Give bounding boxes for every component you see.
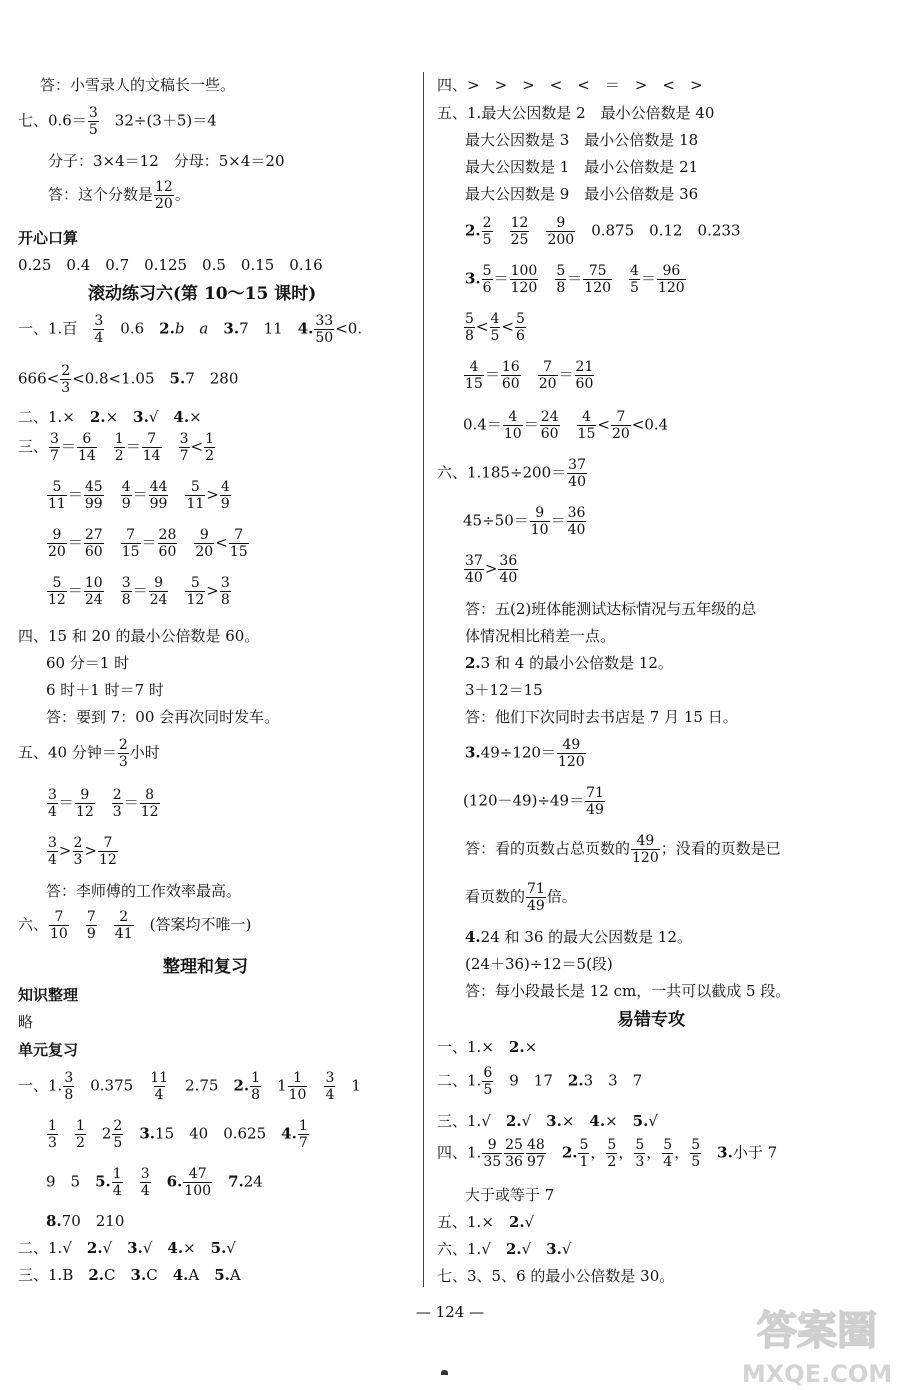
fraction-comparison: $\frac{37}{40}$ > $\frac{36}{40}$ (465, 553, 518, 586)
watermark-url: MXQE.COM (742, 1360, 892, 1388)
section-title: 整理和复习 (163, 957, 248, 977)
answer-line: 最大公因数是 3 最小公倍数是 18 (465, 131, 699, 149)
answer-line: 最大公因数是 9 最小公倍数是 36 (465, 185, 699, 203)
answer-line: 答：李师傅的工作效率最高。 (46, 882, 242, 900)
fraction-comparison: 三、 $\frac{3}{7}$ ＝ $\frac{6}{14}$ $\frac{1}{2}$ ＝ $\frac{7}{14}$ $\frac{3}{7}$ < $\frac{1}{2}$ (18, 431, 214, 464)
answer-line: 3＋12＝15 (465, 681, 543, 699)
answer-line: 二、1.× 2.× 3.√ 4.× (18, 408, 202, 426)
mental-math-answers: 0.25 0.4 0.7 0.125 0.5 0.15 0.16 (18, 256, 323, 274)
fraction-comparison: $\frac{5}{12}$ ＝ $\frac{10}{24}$ $\frac{3}{8}$ ＝ $\frac{9}{24}$ $\frac{5}{12}$ > $\frac{3}{8}$ (48, 575, 230, 608)
section-title: 易错专攻 (617, 1010, 685, 1030)
answer-line: 答：小雪录人的文稿长一些。 (40, 76, 236, 94)
fraction: $\frac{3}{5}$ (88, 105, 98, 138)
answer-line: $\frac{1}{3}$ $\frac{1}{2}$ 2 $\frac{2}{5}$ 3.15 40 0.625 4. $\frac{1}{7}$ (48, 1118, 308, 1151)
answer-line: 答：他们下次同时去书店是 7 月 15 日。 (465, 708, 738, 726)
fraction-comparison: $\frac{9}{20}$ ＝ $\frac{27}{60}$ $\frac{7}{15}$ ＝ $\frac{28}{60}$ $\frac{9}{20}$ < $\frac{7}{15}$ (48, 527, 248, 560)
answer-line: 三、1.√ 2.√ 3.× 4.× 5.√ (437, 1112, 658, 1130)
answer-line: 最大公因数是 1 最小公倍数是 21 (465, 158, 699, 176)
answer-line: 大于或等于 7 (465, 1186, 555, 1204)
answer-line: 答：这个分数是 $\frac{12}{20}$ 。 (48, 179, 190, 212)
answer-line: 一、1. $\frac{3}{8}$ 0.375 $\frac{11}{4}$ 2.75 2. $\frac{1}{8}$ 1 $\frac{1}{10}$ $\frac{3}{4}$ 1 (18, 1070, 361, 1103)
answer-line: (120－49)÷49＝ $\frac{71}{49}$ (463, 785, 604, 818)
problem-seven: 七、0.6＝ $\frac{3}{5}$ 32÷(3＋5)＝4 (18, 105, 217, 138)
section-heading: 单元复习 (18, 1041, 79, 1059)
answer-line: 五、1.× 2.√ (437, 1213, 535, 1231)
answer-line: (24＋36)÷12＝5(段) (465, 955, 613, 973)
answer-line: 四、15 和 20 的最小公倍数是 60。 (18, 627, 260, 645)
answer-line: 二、1. $\frac{6}{5}$ 9 17 2.3 3 7 (437, 1065, 643, 1098)
answer-line: 七、3、5、6 的最小公倍数是 30。 (437, 1267, 675, 1285)
fraction-comparison: 0.4＝ $\frac{4}{10}$ ＝ $\frac{24}{60}$ $\frac{4}{15}$ < $\frac{7}{20}$ <0.4 (463, 409, 669, 442)
answer-line: 2.3 和 4 的最小公倍数是 12。 (465, 654, 673, 672)
fraction-comparison: $\frac{4}{15}$ ＝ $\frac{16}{60}$ $\frac{7}{20}$ ＝ $\frac{21}{60}$ (465, 359, 594, 392)
answer-line: 3.49÷120＝ $\frac{49}{120}$ (465, 737, 585, 770)
fraction-comparison: $\frac{5}{8}$ < $\frac{4}{5}$ < $\frac{5}{6}$ (465, 311, 525, 344)
section-heading: 知识整理 (18, 986, 79, 1004)
answer-line: 四、1. $\frac{9}{35}$ $\frac{25}{36}$ $\frac{48}{97}$ 2. $\frac{5}{1}$ ， $\frac{5}{2}$ ， $\frac{5}{3}$ ， $\frac{5}{4}$ ， $\frac{5}{5}$ 3.小于 7 (437, 1137, 778, 1170)
answer-line: 略 (18, 1013, 34, 1031)
answer-line: 答：五(2)班体能测试达标情况与五年级的总 (465, 600, 757, 618)
answer-line: 9 5 5. $\frac{1}{4}$ $\frac{3}{4}$ 6. $\frac{47}{100}$ 7.24 (46, 1166, 263, 1199)
answer-line: 60 分＝1 时 (46, 654, 130, 672)
answer-line: 六、1.√ 2.√ 3.√ (437, 1240, 572, 1258)
fraction: $\frac{12}{20}$ (155, 179, 173, 212)
fraction-comparison: $\frac{3}{4}$ ＝ $\frac{9}{12}$ $\frac{2}{3}$ ＝ $\frac{8}{12}$ (48, 787, 159, 820)
answer-line: 666< $\frac{2}{3}$ <0.8<1.05 5.7 280 (18, 363, 239, 396)
decorative-mark (441, 1370, 448, 1375)
fraction-comparison: 3. $\frac{5}{6}$ ＝ $\frac{100}{120}$ $\frac{5}{8}$ ＝ $\frac{75}{120}$ $\frac{4}{5}$ ＝ $\frac{96}{120}$ (465, 263, 685, 296)
answer-line: 答：每小段最长是 12 cm，一共可以截成 5 段。 (465, 982, 791, 1000)
answer-line: 一、1.百 $\frac{3}{4}$ 0.6 2.b a 3.7 11 4. $\frac{33}{50}$ <0. (18, 313, 363, 346)
answer-line: 三、1.B 2.C 3.C 4.A 5.A (18, 1266, 241, 1284)
fraction-comparison: $\frac{5}{11}$ ＝ $\frac{45}{99}$ $\frac{4}{9}$ ＝ $\frac{44}{99}$ $\frac{5}{11}$ > $\frac{4}{9}$ (48, 479, 230, 512)
answer-line: 四、> > > < < ＝ > < > (437, 76, 703, 94)
answer-line: 五、40 分钟＝ $\frac{2}{3}$ 小时 (18, 737, 160, 770)
page-number: — 124 — (415, 1303, 485, 1321)
column-divider (423, 72, 424, 1287)
answer-line: 45÷50＝ $\frac{9}{10}$ ＝ $\frac{36}{40}$ (463, 505, 586, 538)
answer-line: 六、1.185÷200＝ $\frac{37}{40}$ (437, 457, 586, 490)
answer-line: 4.24 和 36 的最大公因数是 12。 (465, 928, 693, 946)
answer-line: 六、 $\frac{7}{10}$ $\frac{7}{9}$ $\frac{2}{41}$ (答案均不唯一) (18, 909, 252, 942)
watermark-logo (742, 1300, 892, 1388)
answer-line: 答：看的页数占总页数的 $\frac{49}{120}$ ；没看的页数是已 (465, 833, 781, 866)
answer-line: 6 时＋1 时＝7 时 (46, 681, 164, 699)
answer-line: 体情况相比稍差一点。 (465, 627, 616, 645)
section-title: 滚动练习六(第 10～15 课时) (88, 284, 317, 304)
answer-line: 一、1.× 2.× (437, 1038, 538, 1056)
fraction-comparison: $\frac{3}{4}$ > $\frac{2}{3}$ > $\frac{7}{12}$ (48, 835, 117, 868)
answer-line: 2. $\frac{2}{5}$ $\frac{12}{25}$ $\frac{9}{200}$ 0.875 0.12 0.233 (465, 215, 741, 248)
answer-line: 8.70 210 (46, 1212, 125, 1230)
section-heading: 开心口算 (18, 229, 79, 247)
numerator-denominator-line: 分子：3×4＝12 分母：5×4＝20 (48, 152, 285, 170)
watermark-text: 答案圈 (757, 1308, 877, 1354)
answer-line: 看页数的 $\frac{71}{49}$ 倍。 (465, 881, 577, 914)
answer-line: 二、1.√ 2.√ 3.√ 4.× 5.√ (18, 1239, 236, 1257)
answer-line: 答：要到 7：00 会再次同时发车。 (46, 708, 280, 726)
answer-line: 五、1.最大公因数是 2 最小公倍数是 40 (437, 104, 715, 122)
